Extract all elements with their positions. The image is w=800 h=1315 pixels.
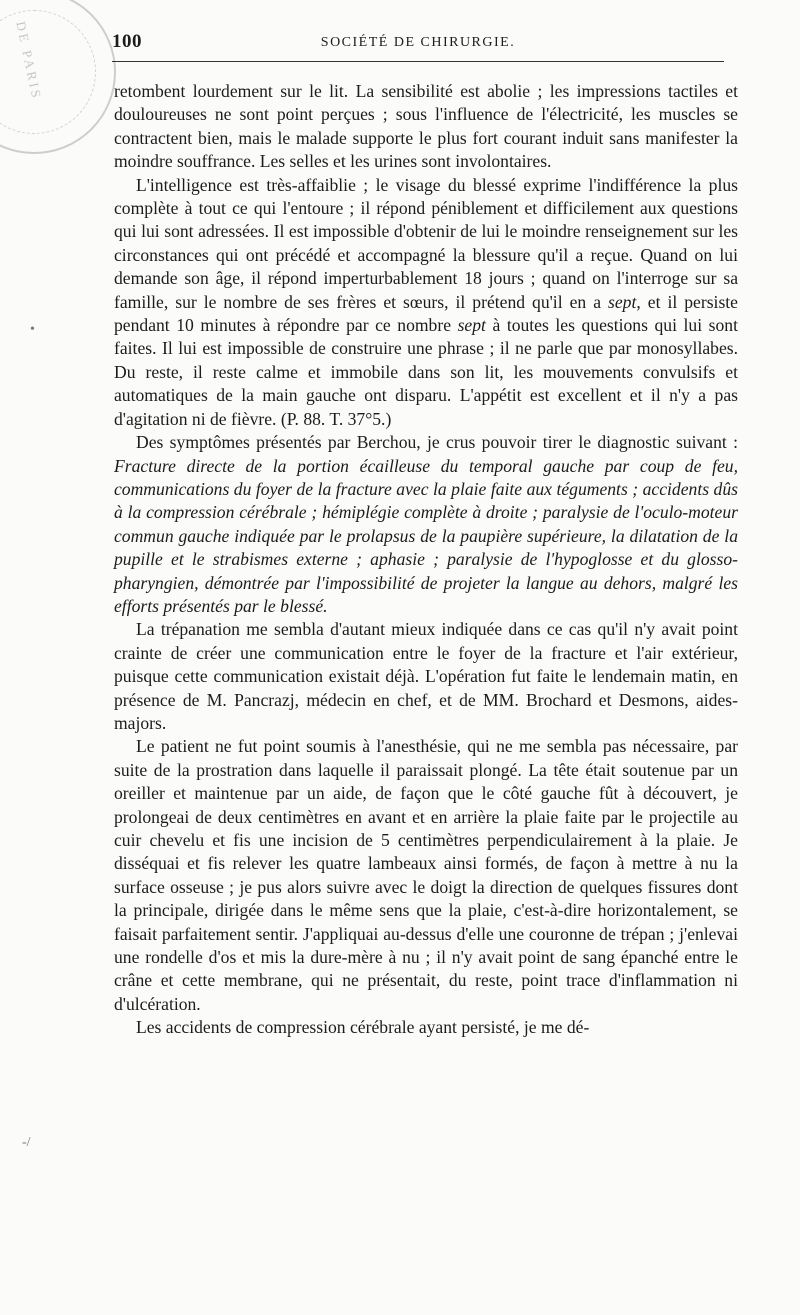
text-run: La trépanation me sembla d'autant mieux indiquée dans ce cas qu'il n'y avait point crainte de créer une communication entre le foyer de la fracture et l'air extérieur, puisque cette communication existait déjà. L'opération fut faite le lendemain matin, en présence de M. Pancrazj, médecin en chef, et de MM. Brochard et Desmons, aides-majors. <box>114 619 738 733</box>
italic-text: sept <box>457 315 486 336</box>
body-text <box>114 80 738 1040</box>
stamp-text: DE PARIS <box>13 20 45 102</box>
paragraph <box>114 618 738 735</box>
paragraph <box>114 80 738 174</box>
margin-tick: -/ <box>22 1135 31 1150</box>
italic-text: sept <box>608 291 637 312</box>
header-rule <box>112 61 724 62</box>
text-run: , et il persiste pendant 10 minutes à répondre par ce nombre <box>114 291 738 336</box>
paragraph <box>114 1016 738 1039</box>
margin-bullet: • <box>30 322 35 337</box>
text-run: Les accidents de compression cérébrale ayant persisté, je me dé- <box>136 1017 590 1038</box>
paragraph <box>114 735 738 1016</box>
text-run: Le patient ne fut point soumis à l'anesthésie, qui ne me sembla pas nécessaire, par suite de la prostration dans laquelle il paraissait plongé. La tête était soutenue par un oreiller et maintenue par un aide, de façon que le côté gauche fût à découvert, je prolongeai de deux centimètres en avant et en arrière la plaie faite par le projectile au cuir chevelu et fis une incision de 5 centimètres perpendiculairement à la plaie. Je disséquai et fis relever les quatre lambeaux ainsi formés, de façon à mettre à nu la surface osseuse ; je pus alors suivre avec le doigt la direction de quelques fissures dont la principale, dirigée dans le même sens que la plaie, c'est-à-dire horizontalement, se faisait parfaitement sentir. J'appliquai au-dessus d'elle une couronne de trépan ; j'enlevai une rondelle d'os et mis la dure-mère à nu ; il n'y avait point de sang épanché entre le crâne et cette membrane, qui ne présentait, du reste, point trace d'inflammation ni d'ulcération. <box>114 736 738 1014</box>
page-number: 100 <box>112 31 142 52</box>
library-stamp-icon <box>0 0 116 154</box>
text-run: à toutes les questions qui lui sont faites. Il lui est impossible de construire une phrase ; il ne parle que par monosyllabes. Du reste, il reste calme et immobile dans son lit, les mouvements convulsifs et automatiques de la main gauche ont disparu. L'appétit est excellent et il n'y a pas d'agitation ni de fièvre. (P. 88. T. 37°5.) <box>114 315 738 429</box>
text-run: Des symptômes présentés par Berchou, je crus pouvoir tirer le diagnostic suivant : <box>136 432 738 453</box>
page-header <box>112 28 724 58</box>
paragraph <box>114 174 738 431</box>
text-run: L'intelligence est très-affaiblie ; le visage du blessé exprime l'indifférence la plus complète à tout ce qui l'entoure ; il répond péniblement et difficilement aux questions qui lui sont adressées. Il est impossible d'obtenir de lui le moindre renseignement sur les circonstances qui ont précédé et accompagné la blessure qu'il a reçue. Quand on lui demande son âge, il répond imperturbablement 18 jours ; quand on l'interroge sur sa famille, sur le nombre de ses frères et sœurs, il prétend qu'il en a <box>114 174 738 312</box>
paragraph <box>114 431 738 618</box>
text-run: retombent lourdement sur le lit. La sensibilité est abolie ; les impressions tactiles et douloureuses ne sont point perçues ; sous l'influence de l'électricité, les muscles se contractent bien, mais le malade supporte le plus fort courant induit sans manifester la moindre souffrance. Les selles et les urines sont involontaires. <box>114 81 738 172</box>
italic-text: Fracture directe de la portion écailleuse du temporal gauche par coup de feu, communications du foyer de la fracture avec la plaie faite aux téguments ; accidents dûs à la compression cérébrale ; hémiplégie complète à droite ; paralysie de l'oculo-moteur commun gauche indiquée par le prolapsus de la paupière supérieure, la dilatation de la pupille et le strabismes externe ; aphasie ; paralysie de l'hypoglosse et du glosso-pharyngien, démontrée par l'impossibilité de projeter la langue au dehors, malgré les efforts présentés par le blessé. <box>114 455 738 616</box>
running-head: SOCIÉTÉ DE CHIRURGIE. <box>320 35 516 50</box>
